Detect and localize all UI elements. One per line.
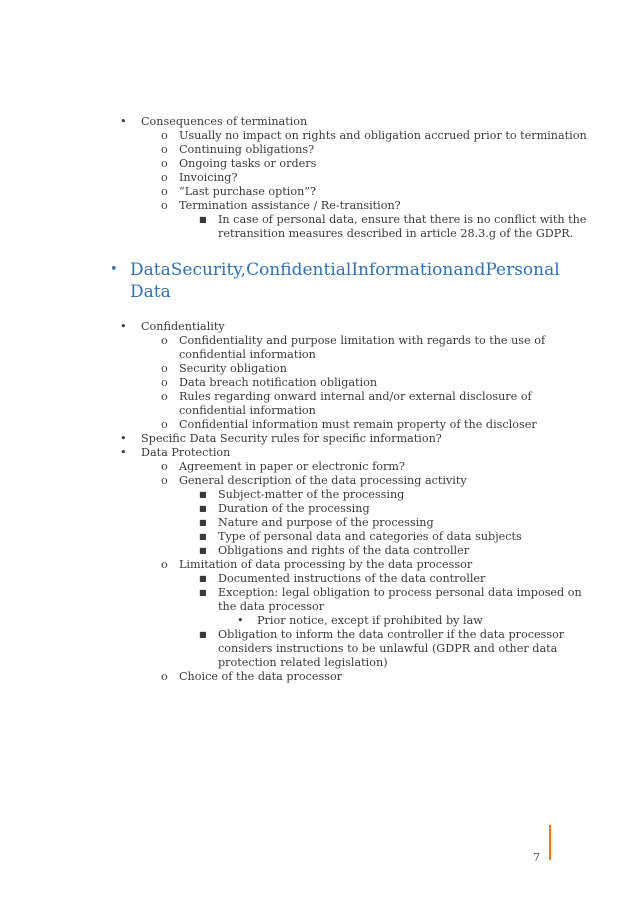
list-item: o Continuing obligations? [161,143,315,156]
document-page: • Consequences of termination o Usually no impact on rights and obligation accrued prior to termination o Continuing obligations? o Ongoing tasks or orders o Invoicing? o “Last purchase option”? o Termination assistance / Re-transition? ■ In case of personal data, ensure that there is no conflict with the retransition measures described in article 28.3.g of the GDPR. • Data Security, Confidential Information and Personal Data • Confidentiality o Confidentiality and purpose limitation with regards to the use of confidential information o Security obligation o Data breach notification obligation o Rules regarding onward internal and/or external disclosure of confidential information o Confidential information must remain property of the discloser • Specific Data Security rules for specific information? • Data Protection o Agreement in paper or electronic form? o General description of the data processing activity ■ Subject-matter of the processing ■ Duration of the processing ■ Nature and purpose of the processing ■ Type of personal data and categories of data subjects ■ Obligations and rights of the data controller o Limitation of data processing by the data processor ■ Documented instructions of the data controller ■ Exception: legal obligation to process personal data imposed on the data processor • Prior notice, except if prohibited by law ■ Obligation to inform the data controller if the data processor considers instructions to be unlawful (GDPR and other data protection related legislation) o Choice of the data processor 7 [110,115,587,864]
list-item: • Prior notice, except if prohibited by law [237,614,483,627]
list-item: • Data Protection [120,446,231,459]
heading-line-1: Data Security, Confidential Information and Personal [130,260,560,280]
list-item: ■ Type of personal data and categories of data subjects [199,530,522,543]
list-item: o General description of the data processing activity [161,474,467,487]
list-item: o Agreement in paper or electronic form? [161,460,405,473]
list-item: ■ Obligation to inform the data controller if the data processor considers instructions to be unlawful (GDPR and other data protection related legislation) [199,628,565,669]
list-item: ■ Exception: legal obligation to process personal data imposed on the data processor [199,586,582,613]
page-accent-bar [549,825,551,860]
list-item: o Rules regarding onward internal and/or external disclosure of confidential information [161,390,532,417]
list-item: ■ Nature and purpose of the processing [199,516,434,529]
list-item: o Choice of the data processor [161,670,343,683]
list-item: o Confidentiality and purpose limitation with regards to the use of confidential information [161,334,546,361]
list-item: • Consequences of termination [120,115,308,128]
list-item: ■ Duration of the processing [199,502,370,515]
list-item: o Confidential information must remain property of the discloser [161,418,537,431]
list-item: ■ Obligations and rights of the data controller [199,544,470,557]
list-item: ■ In case of personal data, ensure that there is no conflict with the retransition measures described in article 28.3.g of the GDPR. [199,213,587,240]
list-item: o Invoicing? [161,171,238,184]
list-item: o “Last purchase option”? [161,185,317,198]
list-item: o Termination assistance / Re-transition? [161,199,401,212]
list-item: o Usually no impact on rights and obligation accrued prior to termination [161,129,587,142]
list-item: • Specific Data Security rules for specific information? [120,432,442,445]
list-item: ■ Documented instructions of the data controller [199,572,486,585]
list-item: o Data breach notification obligation [161,376,378,389]
list-item: o Ongoing tasks or orders [161,157,317,170]
heading-line-2: Data [130,282,171,302]
list-item: • Confidentiality [120,320,225,333]
list-item: o Limitation of data processing by the data processor [161,558,473,571]
list-item: ■ Subject-matter of the processing [199,488,405,501]
list-item: o Security obligation [161,362,287,375]
page-number: 7 [533,851,540,864]
